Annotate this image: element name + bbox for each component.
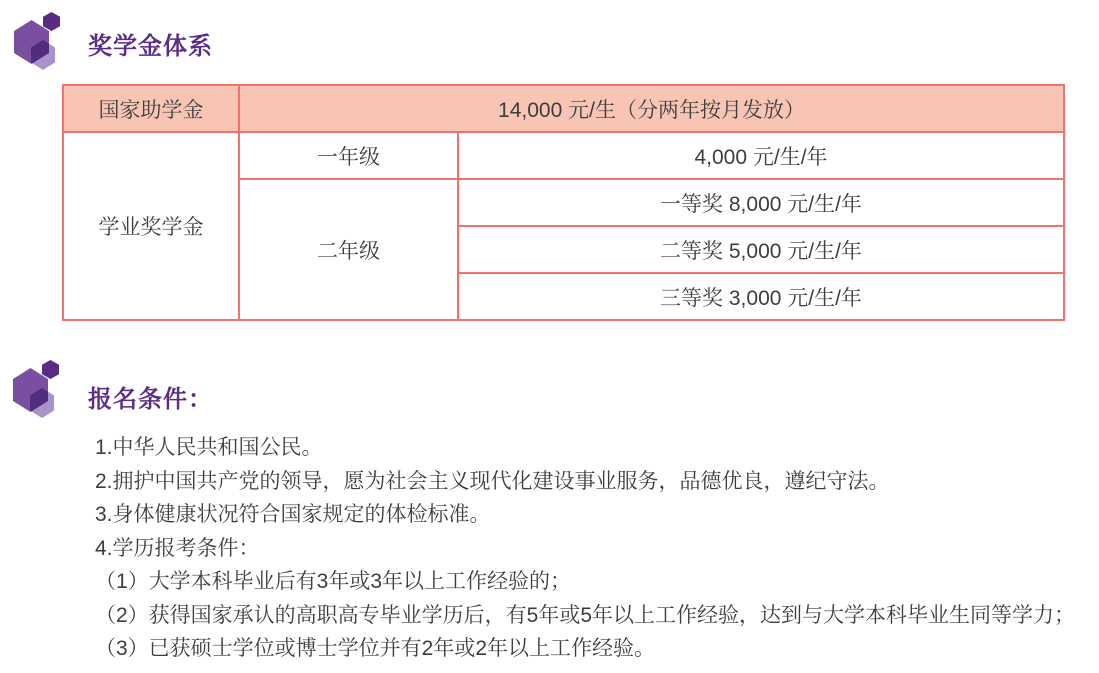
- requirement-item: （2）获得国家承认的高职高专毕业学历后，有5年或5年以上工作经验，达到与大学本科毕业生同等学力；: [95, 603, 1076, 627]
- requirement-item: 3.身体健康状况符合国家规定的体检标准。: [95, 503, 491, 526]
- hexagon-small-icon: [43, 12, 60, 31]
- requirement-item: 1.中华人民共和国公民。: [95, 436, 323, 459]
- cell-national-amount: 14,000 元/生（分两年按月发放）: [239, 85, 1064, 132]
- cell-grade2-award-first: 一等奖 8,000 元/生/年: [458, 179, 1064, 226]
- scholarship-section-title: 奖学金体系: [88, 33, 213, 60]
- requirements-list: [95, 431, 1075, 666]
- cell-national-label: 国家助学金: [63, 85, 239, 132]
- requirements-section-title: 报名条件：: [88, 386, 213, 413]
- requirement-item: 4.学历报考条件：: [95, 536, 260, 560]
- hexagon-cluster-icon: [10, 12, 74, 74]
- cell-grade2-award-second: 二等奖 5,000 元/生/年: [458, 226, 1064, 273]
- cell-grade1-label: 一年级: [239, 132, 458, 179]
- cell-academic-label: 学业奖学金: [63, 132, 239, 320]
- requirement-item: （3）已获硕士学位或博士学位并有2年或2年以上工作经验。: [95, 637, 656, 660]
- table-row-grade1: [63, 132, 1064, 179]
- hexagon-cluster-icon: [9, 360, 73, 422]
- requirement-item: 2.拥护中国共产党的领导，愿为社会主义现代化建设事业服务，品德优良，遵纪守法。: [95, 469, 890, 493]
- scholarship-table: [62, 84, 1065, 321]
- hexagon-small-icon: [42, 360, 59, 379]
- requirement-item: （1）大学本科毕业后有3年或3年以上工作经验的；: [95, 570, 572, 593]
- table-row-national: [63, 85, 1064, 132]
- cell-grade1-amount: 4,000 元/生/年: [458, 132, 1064, 179]
- cell-grade2-label: 二年级: [239, 179, 458, 320]
- cell-grade2-award-third: 三等奖 3,000 元/生/年: [458, 273, 1064, 320]
